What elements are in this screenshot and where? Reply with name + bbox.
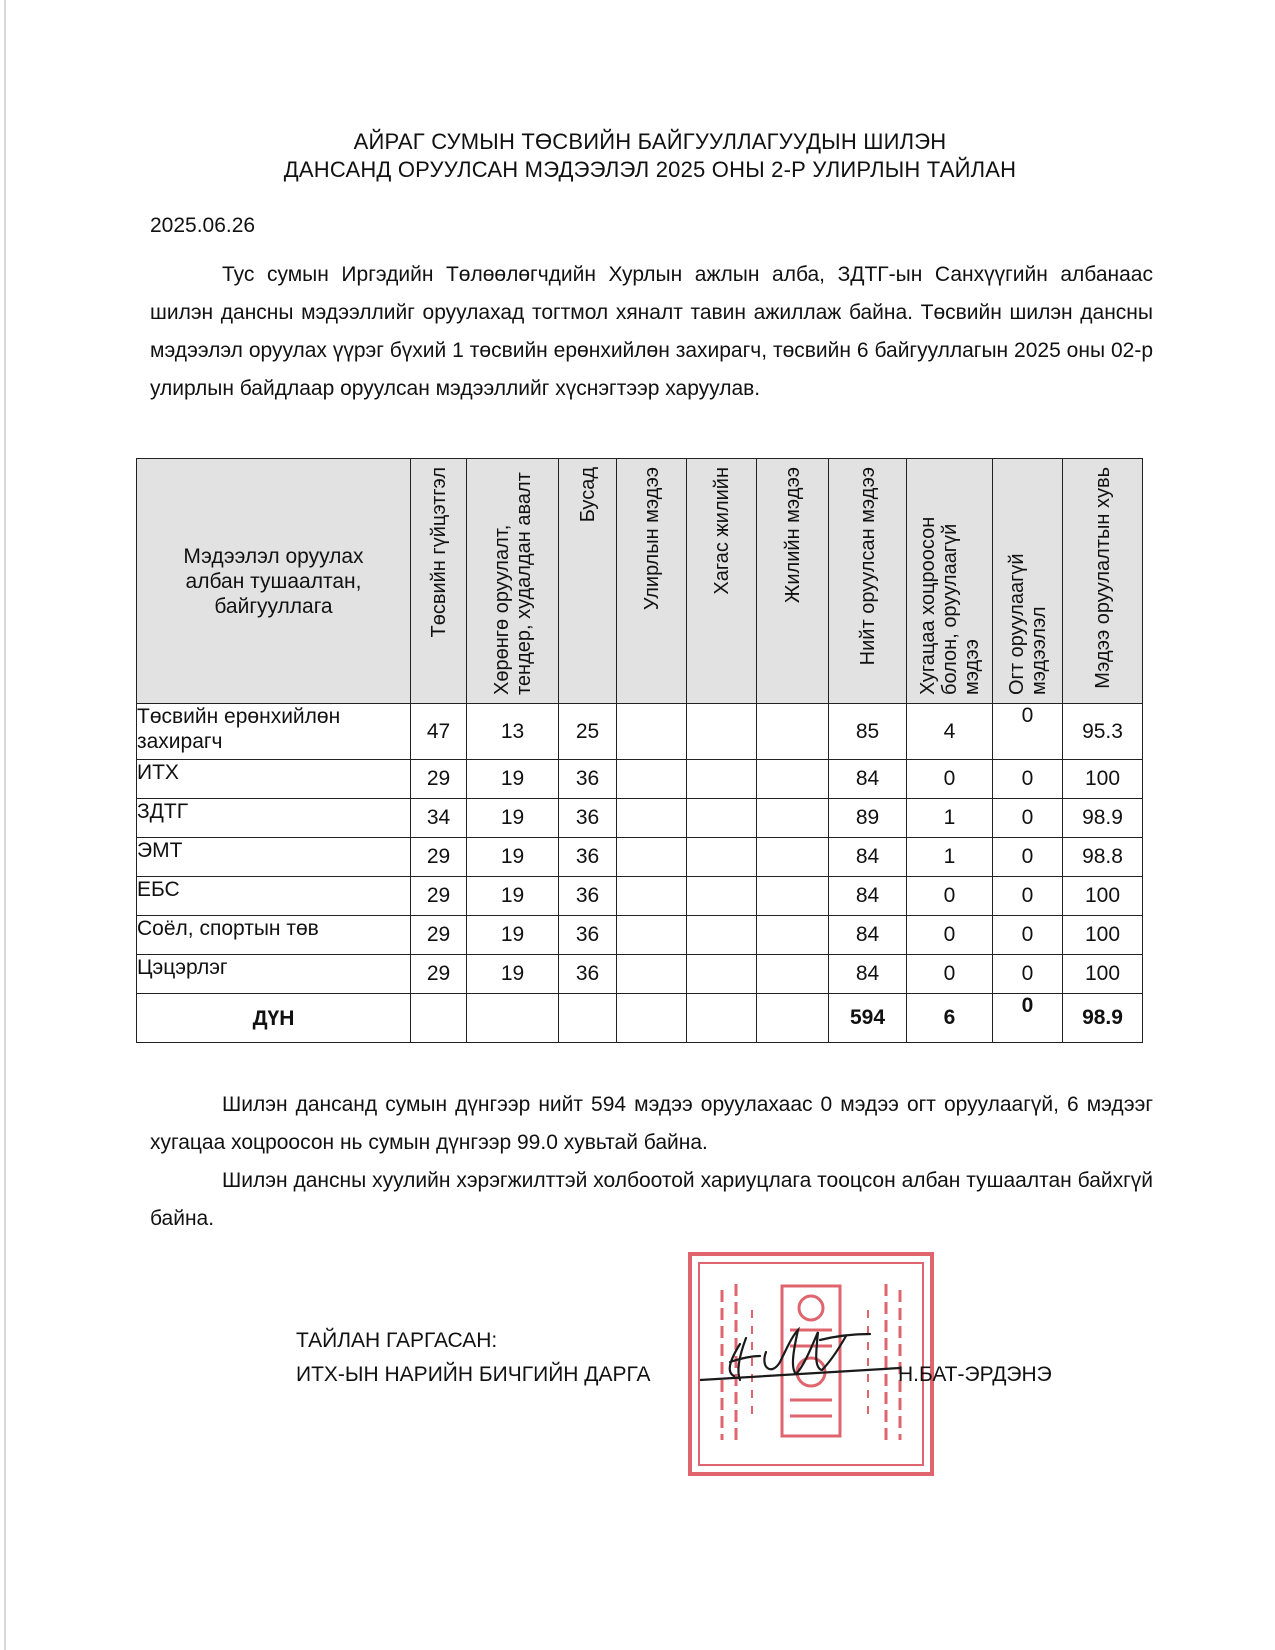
- cell: [757, 799, 829, 838]
- intro-paragraph: Тус сумын Иргэдийн Төлөөлөгчдийн Хурлын ажлын алба, ЗДТГ-ын Санхүүгийн албанаас шилэн дансны мэдээллийг оруулахад тогтмол хяналт тавин ажиллаж байна. Төсвийн шилэн дансны мэдээлэл оруулах үүрэг бүхий 1 төсвийн ерөнхийлөн захирагч, төсвийн 6 байгууллагын 2025 оны 02-р улирлын байдлаар оруулсан мэдээллийг хүснэгтээр харуулав.: [150, 263, 1153, 400]
- cell: 0: [993, 799, 1063, 838]
- cell: 36: [559, 838, 617, 877]
- cell: [757, 704, 829, 760]
- header-quarterly: Улирлын мэдээ: [617, 459, 687, 704]
- cell: [617, 760, 687, 799]
- cell: [757, 955, 829, 994]
- header-total-submitted: Нийт оруулсан мэдээ: [829, 459, 907, 704]
- cell: 100: [1063, 760, 1143, 799]
- document-title: [150, 128, 1150, 184]
- row-name: ЭМТ: [137, 838, 411, 877]
- cell: 36: [559, 760, 617, 799]
- cell: 19: [467, 760, 559, 799]
- header-other: Бусад: [559, 459, 617, 704]
- report-table: [136, 458, 1143, 1043]
- cell: [687, 877, 757, 916]
- signer-name: Н.БАТ-ЭРДЭНЭ: [898, 1363, 1052, 1386]
- table-row: [137, 704, 1143, 760]
- total-percentage: 98.9: [1063, 994, 1143, 1043]
- table-row: [137, 916, 1143, 955]
- cell: 0: [993, 916, 1063, 955]
- summary-paragraph-2: Шилэн дансны хуулийн хэрэгжилттэй холбоотой хариуцлага тооцсон албан тушаалтан байхгүй байна.: [150, 1169, 1153, 1230]
- cell: [617, 704, 687, 760]
- cell: [757, 994, 829, 1043]
- cell: 0: [907, 955, 993, 994]
- cell: [757, 838, 829, 877]
- cell: [757, 877, 829, 916]
- header-half-year: Хагас жилийн: [687, 459, 757, 704]
- header-name: Мэдээлэл оруулах албан тушаалтан, байгууллага: [137, 459, 411, 704]
- prepared-by-label: ТАЙЛАН ГАРГАСАН:: [296, 1329, 498, 1352]
- table-row: [137, 955, 1143, 994]
- cell: 84: [829, 760, 907, 799]
- table-row: [137, 838, 1143, 877]
- cell: [687, 916, 757, 955]
- cell: 1: [907, 799, 993, 838]
- cell: 29: [411, 838, 467, 877]
- cell: [617, 955, 687, 994]
- cell: 84: [829, 877, 907, 916]
- cell: [559, 994, 617, 1043]
- total-row: [137, 994, 1143, 1043]
- cell: 29: [411, 916, 467, 955]
- cell: 19: [467, 838, 559, 877]
- row-name: Цэцэрлэг: [137, 955, 411, 994]
- cell: 85: [829, 704, 907, 760]
- cell: 19: [467, 916, 559, 955]
- header-not-submitted: Огт оруулаагүй мэдээлэл: [993, 459, 1063, 704]
- cell: 0: [993, 955, 1063, 994]
- header-investment: Хөрөнгө оруулалт, тендер, худалдан авалт: [467, 459, 559, 704]
- table-row: [137, 799, 1143, 838]
- cell: 100: [1063, 877, 1143, 916]
- cell: 36: [559, 955, 617, 994]
- cell: 4: [907, 704, 993, 760]
- cell: 98.8: [1063, 838, 1143, 877]
- cell: [687, 955, 757, 994]
- scan-edge-line: [4, 0, 6, 1650]
- header-percentage: Мэдээ оруулалтын хувь: [1063, 459, 1143, 704]
- title-line-1: АЙРАГ СУМЫН ТӨСВИЙН БАЙГУУЛЛАГУУДЫН ШИЛЭН: [353, 129, 947, 154]
- total-label: ДҮН: [137, 994, 411, 1043]
- cell: 84: [829, 838, 907, 877]
- cell: 36: [559, 799, 617, 838]
- cell: 13: [467, 704, 559, 760]
- cell: [687, 799, 757, 838]
- cell: [687, 994, 757, 1043]
- cell: [687, 704, 757, 760]
- table-row: [137, 760, 1143, 799]
- cell: 0: [907, 916, 993, 955]
- handwritten-signature: [700, 1310, 910, 1400]
- cell: [411, 994, 467, 1043]
- cell: [757, 916, 829, 955]
- cell: [617, 799, 687, 838]
- cell: [617, 994, 687, 1043]
- row-name: ЕБС: [137, 877, 411, 916]
- table-header-row: [137, 459, 1143, 704]
- cell: 47: [411, 704, 467, 760]
- table-row: [137, 877, 1143, 916]
- cell: 100: [1063, 955, 1143, 994]
- cell: 95.3: [1063, 704, 1143, 760]
- signer-position: ИТХ-ЫН НАРИЙН БИЧГИЙН ДАРГА: [296, 1363, 651, 1386]
- cell: [617, 877, 687, 916]
- cell: 0: [993, 877, 1063, 916]
- cell: 36: [559, 877, 617, 916]
- header-late: Хугацаа хоцроосон болон, оруулаагүй мэдээ: [907, 459, 993, 704]
- total-late: 6: [907, 994, 993, 1043]
- cell: 25: [559, 704, 617, 760]
- cell: 29: [411, 877, 467, 916]
- cell: [757, 760, 829, 799]
- cell: 29: [411, 955, 467, 994]
- title-line-2: ДАНСАНД ОРУУЛСАН МЭДЭЭЛЭЛ 2025 ОНЫ 2-Р УЛИРЛЫН ТАЙЛАН: [283, 157, 1017, 182]
- cell: 89: [829, 799, 907, 838]
- row-name: ЗДТГ: [137, 799, 411, 838]
- cell: 0: [907, 760, 993, 799]
- cell: 0: [993, 704, 1063, 760]
- cell: 100: [1063, 916, 1143, 955]
- cell: [617, 838, 687, 877]
- cell: [617, 916, 687, 955]
- cell: 19: [467, 877, 559, 916]
- cell: 36: [559, 916, 617, 955]
- cell: 29: [411, 760, 467, 799]
- cell: 1: [907, 838, 993, 877]
- cell: [687, 760, 757, 799]
- cell: [687, 838, 757, 877]
- total-not-submitted: 0: [993, 994, 1063, 1043]
- row-name: Төсвийн ерөнхийлөн захирагч: [137, 704, 411, 760]
- total-submitted: 594: [829, 994, 907, 1043]
- header-annual: Жилийн мэдээ: [757, 459, 829, 704]
- row-name: ИТХ: [137, 760, 411, 799]
- signature-block: [296, 1324, 651, 1392]
- cell: 34: [411, 799, 467, 838]
- cell: 19: [467, 799, 559, 838]
- cell: 0: [993, 760, 1063, 799]
- cell: 84: [829, 916, 907, 955]
- document-date: 2025.06.26: [150, 214, 256, 237]
- cell: 98.9: [1063, 799, 1143, 838]
- cell: 19: [467, 955, 559, 994]
- cell: 0: [993, 838, 1063, 877]
- cell: [467, 994, 559, 1043]
- cell: 0: [907, 877, 993, 916]
- summary-paragraph-1: Шилэн дансанд сумын дүнгээр нийт 594 мэдээ оруулахаас 0 мэдээ огт оруулаагүй, 6 мэдээг хугацаа хоцроосон нь сумын дүнгээр 99.0 хувьтай байна.: [150, 1093, 1153, 1154]
- cell: 84: [829, 955, 907, 994]
- header-budget-execution: Төсвийн гүйцэтгэл: [411, 459, 467, 704]
- row-name: Соёл, спортын төв: [137, 916, 411, 955]
